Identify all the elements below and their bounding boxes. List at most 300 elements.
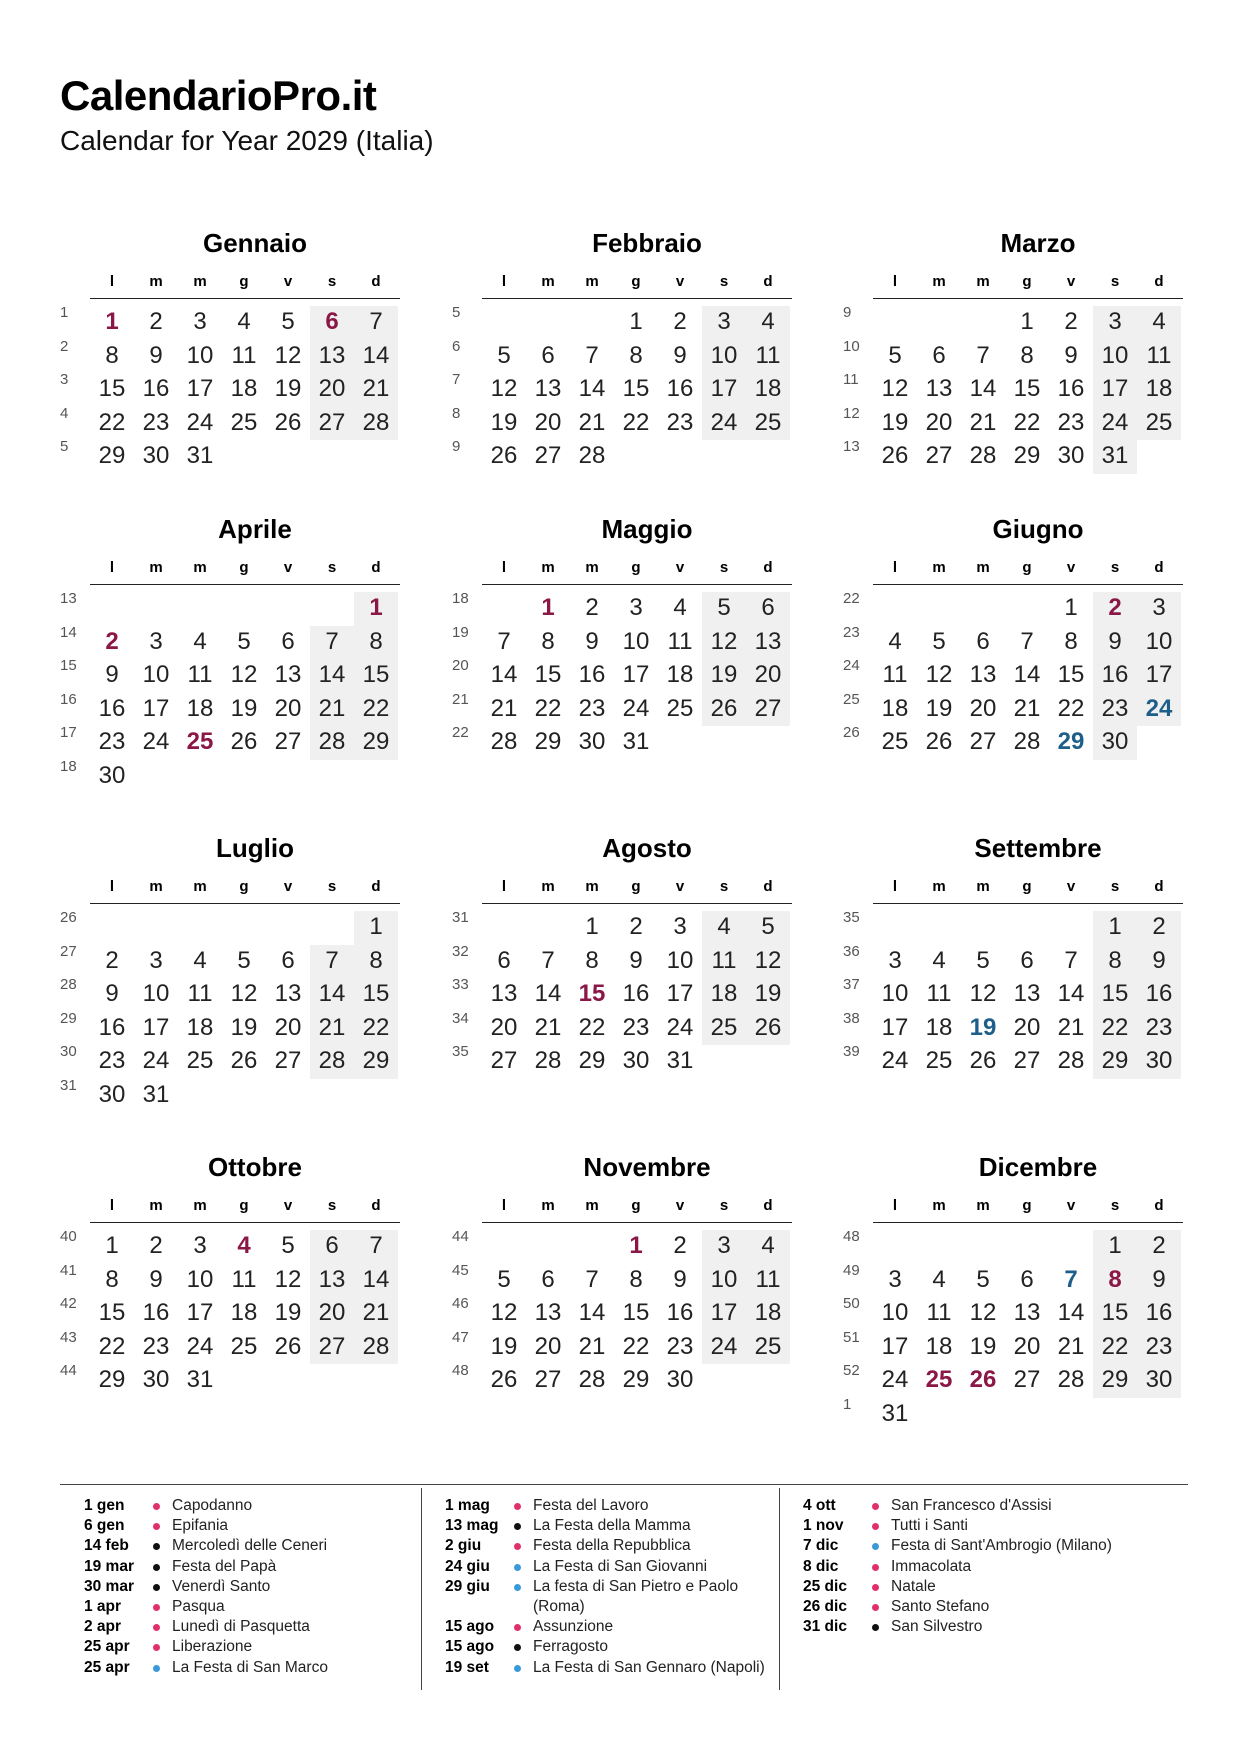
legend-date: 25 apr (84, 1658, 130, 1676)
day-cell: 15 (1013, 375, 1041, 403)
legend-holiday-name: Liberazione (172, 1638, 253, 1656)
day-cell: 13 (318, 341, 346, 369)
legend-column-separator (779, 1488, 780, 1690)
day-cell: 5 (976, 946, 990, 974)
day-cell: 20 (274, 1013, 302, 1041)
weekday-label: m (541, 559, 555, 576)
weekday-label: l (892, 273, 898, 290)
day-cell: 16 (1101, 661, 1129, 689)
day-cell: 7 (1020, 627, 1034, 655)
weekday-label: s (327, 273, 337, 290)
weekday-label: l (501, 878, 507, 895)
day-cell: 21 (1013, 694, 1041, 722)
day-cell: 9 (105, 980, 119, 1008)
week-number: 45 (452, 1261, 469, 1279)
day-cell: 4 (888, 627, 902, 655)
day-cell: 8 (629, 341, 643, 369)
day-cell: 2 (1152, 913, 1166, 940)
day-cell: 19 (274, 1299, 302, 1327)
day-cell: 28 (1013, 728, 1041, 756)
day-cell-observance: 24 (1145, 694, 1173, 722)
day-cell: 28 (534, 1047, 562, 1075)
legend-date: 25 apr (84, 1638, 130, 1656)
day-cell-holiday: 2 (105, 627, 119, 655)
legend-bullet-icon (514, 1523, 521, 1530)
legend-date: 24 giu (445, 1557, 490, 1575)
week-number: 46 (452, 1295, 469, 1313)
day-cell: 24 (186, 1332, 214, 1360)
weekday-header-line (482, 1222, 792, 1223)
month-name: Febbraio (592, 228, 702, 258)
day-cell: 25 (881, 728, 909, 756)
day-cell: 12 (710, 627, 738, 655)
weekday-label: m (585, 559, 599, 576)
day-cell: 26 (710, 694, 738, 722)
day-cell: 23 (142, 408, 170, 436)
day-cell: 10 (142, 661, 170, 689)
day-cell: 6 (976, 627, 990, 655)
day-cell: 25 (710, 1013, 738, 1041)
day-cell: 1 (1064, 594, 1078, 621)
day-cell: 16 (578, 661, 606, 689)
day-cell: 27 (534, 442, 562, 470)
weekday-label: s (1110, 1197, 1120, 1214)
day-cell: 12 (230, 661, 258, 689)
week-number: 13 (60, 590, 77, 607)
day-cell: 12 (274, 1265, 302, 1293)
day-cell: 2 (105, 946, 119, 974)
day-cell: 13 (925, 375, 953, 403)
week-number: 26 (843, 724, 860, 742)
weekday-label: s (719, 1197, 729, 1214)
week-number: 39 (843, 1043, 860, 1061)
day-cell: 2 (673, 1232, 687, 1259)
day-cell: 21 (969, 408, 997, 436)
week-number: 20 (452, 657, 469, 675)
legend-date: 4 ott (803, 1497, 836, 1514)
legend-holiday-name: San Francesco d'Assisi (891, 1497, 1052, 1514)
weekday-label: m (932, 273, 946, 290)
month-name: Gennaio (202, 228, 307, 258)
weekday-label: v (675, 878, 685, 895)
day-cell: 12 (230, 980, 258, 1008)
day-cell: 31 (881, 1400, 909, 1427)
day-cell: 1 (105, 1232, 119, 1259)
day-cell: 3 (717, 1232, 731, 1259)
day-cell: 28 (1057, 1366, 1085, 1394)
day-cell: 3 (193, 1232, 207, 1259)
day-cell: 30 (666, 1366, 694, 1394)
day-cell: 2 (1064, 308, 1078, 335)
day-cell: 26 (230, 728, 258, 756)
legend-date: 1 nov (803, 1517, 844, 1535)
day-cell: 31 (622, 728, 650, 756)
day-cell: 1 (629, 308, 643, 335)
day-cell: 30 (578, 728, 606, 756)
day-cell: 5 (237, 627, 251, 655)
week-number: 41 (60, 1261, 77, 1279)
day-cell: 10 (1145, 627, 1173, 655)
day-cell: 26 (490, 1366, 518, 1394)
week-number: 15 (60, 657, 77, 675)
day-cell-holiday: 1 (369, 594, 383, 621)
day-cell: 20 (274, 694, 302, 722)
weekday-label: l (109, 273, 115, 290)
day-cell: 28 (362, 408, 390, 436)
day-cell: 13 (274, 661, 302, 689)
day-cell: 17 (666, 980, 694, 1008)
day-cell: 12 (490, 1299, 518, 1327)
legend-holiday-name: San Silvestro (891, 1618, 983, 1636)
day-cell: 27 (318, 408, 346, 436)
day-cell: 14 (318, 980, 346, 1008)
legend-bullet-icon (514, 1564, 521, 1571)
day-cell: 13 (969, 661, 997, 689)
day-cell: 18 (186, 694, 214, 722)
weekday-label: l (109, 878, 115, 895)
legend-date: 7 dic (803, 1537, 839, 1555)
day-cell: 24 (1101, 408, 1129, 436)
weekday-label: s (719, 559, 729, 576)
weekday-header-line (90, 903, 400, 904)
legend-date: 25 dic (803, 1577, 847, 1595)
weekday-label: l (501, 1197, 507, 1214)
day-cell: 17 (142, 694, 170, 722)
day-cell: 26 (490, 442, 518, 470)
day-cell: 7 (497, 627, 511, 655)
day-cell: 4 (932, 1265, 946, 1293)
day-cell: 25 (230, 408, 258, 436)
legend-holiday-name: (Roma) (533, 1598, 585, 1615)
weekday-label: m (149, 1197, 163, 1214)
day-cell: 8 (105, 1265, 119, 1293)
day-cell: 21 (578, 1332, 606, 1360)
weekday-label: g (239, 1197, 249, 1214)
week-number: 48 (452, 1362, 469, 1380)
weekday-label: m (976, 273, 990, 290)
day-cell: 25 (1145, 408, 1173, 436)
day-cell: 5 (717, 594, 731, 621)
weekday-header-line (90, 298, 400, 299)
day-cell: 15 (622, 375, 650, 403)
day-cell: 27 (274, 1047, 302, 1075)
week-number: 32 (452, 942, 469, 960)
day-cell: 10 (186, 341, 214, 369)
month-name: Novembre (583, 1152, 711, 1182)
day-cell: 27 (1013, 1366, 1041, 1394)
legend-date: 29 giu (445, 1577, 490, 1595)
day-cell: 3 (888, 946, 902, 974)
weekday-label: v (1066, 878, 1076, 895)
day-cell: 10 (1101, 341, 1129, 369)
day-cell: 12 (274, 341, 302, 369)
day-cell-holiday: 25 (925, 1366, 953, 1394)
day-cell: 13 (1013, 1299, 1041, 1327)
day-cell: 11 (231, 1265, 257, 1293)
day-cell: 18 (754, 375, 782, 403)
weekday-label: s (719, 273, 729, 290)
day-cell: 4 (673, 594, 687, 621)
day-cell: 15 (98, 375, 126, 403)
day-cell: 5 (497, 341, 511, 369)
weekday-label: m (585, 878, 599, 895)
day-cell: 29 (1013, 442, 1041, 470)
day-cell: 22 (1101, 1013, 1129, 1041)
day-cell: 25 (186, 1047, 214, 1075)
day-cell: 24 (142, 728, 170, 756)
legend-bullet-icon (153, 1564, 160, 1571)
weekday-label: d (371, 878, 381, 895)
week-number: 14 (60, 623, 77, 641)
week-number: 11 (843, 371, 859, 389)
day-cell: 22 (1101, 1332, 1129, 1360)
day-cell: 23 (666, 408, 694, 436)
week-number: 31 (452, 909, 469, 926)
day-cell: 1 (369, 913, 383, 940)
day-cell: 24 (666, 1013, 694, 1041)
week-number: 16 (60, 690, 77, 708)
day-cell: 6 (932, 341, 946, 369)
day-cell: 5 (761, 913, 775, 940)
legend-bullet-icon (153, 1543, 160, 1550)
day-cell: 27 (534, 1366, 562, 1394)
day-cell: 12 (490, 375, 518, 403)
day-cell: 5 (497, 1265, 511, 1293)
week-number: 5 (60, 438, 69, 456)
weekday-label: v (675, 1197, 685, 1214)
day-cell: 2 (629, 913, 643, 940)
weekday-label: g (631, 878, 641, 895)
day-cell: 25 (230, 1332, 258, 1360)
day-cell: 9 (149, 341, 163, 369)
month-name: Giugno (992, 514, 1084, 544)
legend-holiday-name: Festa del Papà (172, 1557, 277, 1575)
weekday-label: g (1022, 878, 1032, 895)
day-cell: 30 (622, 1047, 650, 1075)
week-number: 2 (60, 337, 69, 355)
weekday-label: l (109, 1197, 115, 1214)
day-cell: 25 (925, 1047, 953, 1075)
legend-bullet-icon (153, 1604, 160, 1611)
day-cell: 8 (541, 627, 555, 655)
day-cell: 11 (755, 1265, 781, 1293)
day-cell: 21 (534, 1013, 562, 1041)
day-cell: 30 (142, 442, 170, 470)
legend-bullet-icon (153, 1665, 160, 1672)
day-cell: 28 (578, 1366, 606, 1394)
weekday-label: m (541, 273, 555, 290)
legend-holiday-name: Santo Stefano (891, 1598, 990, 1615)
legend-bullet-icon (872, 1604, 879, 1611)
week-number: 9 (452, 438, 461, 456)
weekday-label: v (283, 878, 293, 895)
day-cell: 14 (578, 375, 606, 403)
week-number: 1 (60, 304, 69, 321)
day-cell: 18 (710, 980, 738, 1008)
day-cell-observance: 29 (1057, 728, 1085, 756)
day-cell: 1 (1108, 1232, 1122, 1259)
day-cell: 6 (281, 946, 295, 974)
day-cell: 23 (98, 728, 126, 756)
day-cell: 8 (369, 627, 383, 655)
day-cell: 20 (969, 694, 997, 722)
legend-bullet-icon (153, 1624, 160, 1631)
day-cell: 4 (932, 946, 946, 974)
day-cell: 3 (888, 1265, 902, 1293)
day-cell-holiday: 26 (969, 1366, 997, 1394)
day-cell: 13 (490, 980, 518, 1008)
day-cell: 18 (881, 694, 909, 722)
week-number: 35 (452, 1043, 469, 1061)
day-cell: 7 (585, 1265, 599, 1293)
day-cell: 11 (926, 980, 952, 1008)
legend-holiday-name: Immacolata (891, 1557, 972, 1575)
legend-date: 26 dic (803, 1598, 847, 1615)
day-cell: 29 (534, 728, 562, 756)
day-cell: 27 (318, 1332, 346, 1360)
day-cell: 16 (1057, 375, 1085, 403)
day-cell: 18 (1145, 375, 1173, 403)
month-name: Marzo (1000, 228, 1076, 258)
week-number: 8 (452, 404, 461, 422)
legend-divider (60, 1484, 1188, 1485)
weekday-label: g (1022, 273, 1032, 290)
day-cell: 25 (754, 408, 782, 436)
weekday-label: d (1154, 1197, 1164, 1214)
day-cell: 22 (362, 694, 390, 722)
day-cell: 16 (622, 980, 650, 1008)
week-number: 23 (843, 623, 860, 641)
weekday-label: s (1110, 878, 1120, 895)
week-number: 38 (843, 1009, 860, 1027)
day-cell: 30 (1101, 728, 1129, 756)
week-number: 21 (452, 690, 469, 708)
day-cell: 7 (541, 946, 555, 974)
legend-date: 13 mag (445, 1517, 499, 1535)
weekday-label: v (675, 273, 685, 290)
day-cell: 14 (969, 375, 997, 403)
legend-holiday-name: La Festa di San Marco (172, 1658, 328, 1676)
weekday-label: g (239, 273, 249, 290)
day-cell: 18 (754, 1299, 782, 1327)
day-cell: 24 (881, 1366, 909, 1394)
weekday-label: d (763, 878, 773, 895)
month-name: Dicembre (978, 1152, 1098, 1182)
day-cell-holiday: 6 (325, 308, 339, 335)
weekday-label: m (976, 878, 990, 895)
day-cell: 11 (755, 341, 781, 369)
day-cell: 4 (193, 946, 207, 974)
day-cell: 15 (1101, 980, 1129, 1008)
week-number: 30 (60, 1043, 77, 1061)
day-cell: 23 (142, 1332, 170, 1360)
day-cell: 9 (1152, 946, 1166, 974)
day-cell: 20 (925, 408, 953, 436)
weekday-label: d (1154, 559, 1164, 576)
day-cell: 10 (881, 980, 909, 1008)
day-cell: 28 (1057, 1047, 1085, 1075)
weekday-label: g (1022, 1197, 1032, 1214)
weekday-label: d (1154, 273, 1164, 290)
day-cell: 21 (362, 375, 390, 403)
week-number: 50 (843, 1295, 860, 1313)
day-cell: 3 (717, 308, 731, 335)
day-cell: 17 (142, 1013, 170, 1041)
day-cell: 30 (1145, 1047, 1173, 1075)
day-cell: 1 (1108, 913, 1122, 940)
day-cell: 15 (534, 661, 562, 689)
day-cell: 17 (881, 1013, 909, 1041)
weekday-label: m (932, 1197, 946, 1214)
weekday-label: s (1110, 559, 1120, 576)
week-number: 13 (843, 438, 860, 456)
day-cell: 15 (98, 1299, 126, 1327)
day-cell: 14 (318, 661, 346, 689)
day-cell: 27 (754, 694, 782, 722)
day-cell: 8 (629, 1265, 643, 1293)
day-cell: 2 (149, 1232, 163, 1259)
day-cell: 27 (1013, 1047, 1041, 1075)
month-name: Aprile (218, 514, 292, 544)
legend-bullet-icon (872, 1564, 879, 1571)
legend-bullet-icon (153, 1584, 160, 1591)
day-cell: 20 (534, 1332, 562, 1360)
day-cell: 18 (230, 375, 258, 403)
day-cell: 13 (1013, 980, 1041, 1008)
day-cell: 26 (230, 1047, 258, 1075)
week-number: 29 (60, 1009, 77, 1027)
day-cell: 19 (925, 694, 953, 722)
day-cell: 4 (717, 913, 731, 940)
day-cell: 5 (281, 1232, 295, 1259)
legend-bullet-icon (872, 1503, 879, 1510)
legend-bullet-icon (514, 1624, 521, 1631)
day-cell: 7 (1064, 946, 1078, 974)
day-cell-holiday: 1 (629, 1232, 643, 1259)
weekday-label: m (193, 878, 207, 895)
day-cell: 19 (881, 408, 909, 436)
weekday-label: m (193, 559, 207, 576)
week-number: 28 (60, 976, 77, 994)
day-cell: 15 (622, 1299, 650, 1327)
weekday-label: m (541, 1197, 555, 1214)
day-cell: 21 (1057, 1013, 1085, 1041)
legend-date: 2 apr (84, 1618, 122, 1636)
weekday-label: s (327, 559, 337, 576)
day-cell: 20 (1013, 1013, 1041, 1041)
week-number: 44 (452, 1228, 469, 1245)
day-cell: 5 (237, 946, 251, 974)
legend-holiday-name: Festa di Sant'Ambrogio (Milano) (891, 1537, 1112, 1555)
day-cell: 7 (585, 341, 599, 369)
day-cell: 25 (754, 1332, 782, 1360)
legend-holiday-name: Capodanno (172, 1497, 253, 1514)
day-cell: 6 (541, 1265, 555, 1293)
day-cell: 14 (578, 1299, 606, 1327)
legend-holiday-name: Pasqua (172, 1598, 225, 1615)
week-number: 5 (452, 304, 461, 321)
day-cell: 21 (1057, 1332, 1085, 1360)
week-number: 19 (452, 623, 469, 641)
week-number: 10 (843, 337, 860, 355)
day-cell: 26 (969, 1047, 997, 1075)
day-cell: 13 (534, 1299, 562, 1327)
day-cell: 22 (534, 694, 562, 722)
legend-bullet-icon (514, 1503, 521, 1510)
day-cell: 11 (711, 946, 737, 974)
day-cell: 22 (1013, 408, 1041, 436)
day-cell: 4 (761, 308, 775, 335)
